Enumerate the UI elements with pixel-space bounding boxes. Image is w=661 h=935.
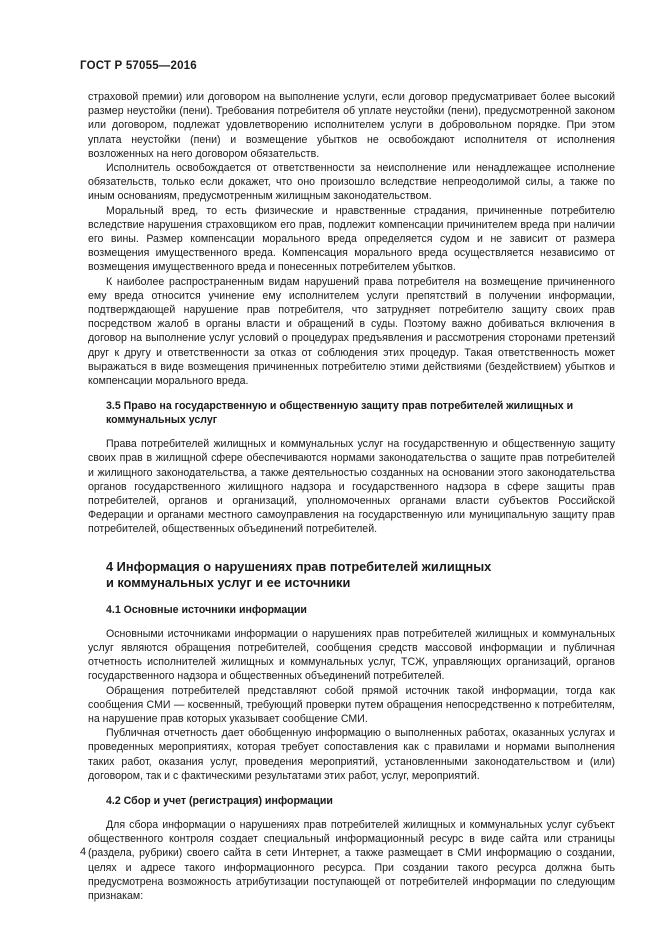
subsection-heading-4-2: 4.2 Сбор и учет (регистрация) информации bbox=[106, 794, 333, 807]
subsection-heading-4-1: 4.1 Основные источники информации bbox=[106, 603, 307, 616]
subsection-heading-3-5: 3.5 Право на государственную и общественную защиту прав потребителей жилищных и коммунальных услуг bbox=[106, 400, 574, 427]
paragraph: Публичная отчетность дает обобщенную информацию о выполненных работах, оказанных услугах и проведенных мероприятиях, которая требует сопоставления как с правилами и нормами выполнения таких работ, оказания услуг, проведения мероприятий, установленными законодательством и (или) договором, так и с фактическими результатами этих работ, услуг, мероприятий. bbox=[88, 727, 615, 782]
paragraph: Права потребителей жилищных и коммунальных услуг на государственную и общественную защиту своих прав в жилищной сфере обеспечиваются нормами законодательства о защите прав потребителей и жилищного законодательства, а также деятельностью созданных на основании этого законодательства органов государственного жилищного надзора и государственного надзора в сфере защиты прав потребителей, органов и организаций, уполномоченных органами власти субъектов Российской Федерации и органами местного самоуправления на государственную или муниципальную защиту прав потребителей, общественных объединений потребителей. bbox=[88, 438, 615, 536]
paragraph: Моральный вред, то есть физические и нравственные страдания, причиненные потребителю вследствие нарушения страховщиком его прав, подлежит компенсации причинителем вреда при наличии его вины. Размер компенсации морального вреда определяется судом и не зависит от размера возмещения имущественного вреда. Компенсация морального вреда осуществляется независимо от возмещения имущественного вреда и понесенных потребителем убытков. bbox=[88, 204, 615, 274]
document-body bbox=[88, 90, 615, 903]
paragraph: страховой премии) или договором на выполнение услуги, если договор предусматривает более высокий размер неустойки (пени). Требования потребителя об уплате неустойки (пени), предусмотренной законом или договором, подлежат удовлетворению исполнителем услуги в добровольном порядке. При этом уплата неустойки (пени) и возмещение убытков не освобождают исполнителя от исполнения возложенных на него договором обязательств. bbox=[88, 91, 615, 160]
document-header: ГОСТ Р 57055—2016 bbox=[80, 60, 197, 72]
paragraph: Для сбора информации о нарушениях прав потребителей жилищных и коммунальных услуг субъект общественного контроля создает специальный информационный ресурс в виде сайта или страницы (раздела, рубрики) своего сайта в сети Интернет, а также размещает в СМИ информацию о создании, целях и адресе такого информационного ресурса. При создании такого ресурса должна быть предусмотрена возможность атрибутизации поступающей от потребителей информации по следующим признакам: bbox=[88, 818, 615, 902]
paragraph: Обращения потребителей представляют собой прямой источник такой информации, тогда как сообщения СМИ — косвенный, требующий проверки путем обращения непосредственно к потребителям, на нарушение прав которых указывает сообщение СМИ. bbox=[88, 684, 615, 725]
page-number: 4 bbox=[80, 846, 87, 858]
paragraph: Исполнитель освобождается от ответственности за неисполнение или ненадлежащее исполнение обязательств, только если докажет, что оно произошло вследствие непреодолимой силы, а также по иным основаниям, предусмотренным жилищным законодательством. bbox=[88, 162, 615, 203]
paragraph: К наиболее распространенным видам нарушений права потребителя на возмещение причиненного ему вреда относится учинение ему исполнителем услуги препятствий в получении информации, подтверждающей нарушение прав потребителя, что затрудняет потребителю защиту своих прав посредством жалоб в органы власти и обращений в суды. Поэтому важно добиваться включения в договор на выполнение услуг условий о процедурах предъявления и рассмотрения сторонами претензий друг к другу и ответственности за отказ от соблюдения этих процедур. Такая ответственность может выражаться в виде возмещения причиненных потребителю этими действиями (бездействием) убытков и компенсации морального вреда. bbox=[88, 275, 615, 388]
section-heading-4 bbox=[106, 559, 615, 591]
paragraph: Основными источниками информации о нарушениях прав потребителей жилищных и коммунальных услуг являются обращения потребителей, сообщения средств массовой информации и публичная отчетность исполнителей жилищных и коммунальных услуг, ТСЖ, управляющих организаций, органов государственного надзора и общественных объединений потребителей. bbox=[88, 627, 615, 683]
section-heading-line: и коммунальных услуг и ее источники bbox=[106, 574, 351, 590]
section-heading-line: 4 Информация о нарушениях прав потребителей жилищных bbox=[106, 558, 492, 574]
